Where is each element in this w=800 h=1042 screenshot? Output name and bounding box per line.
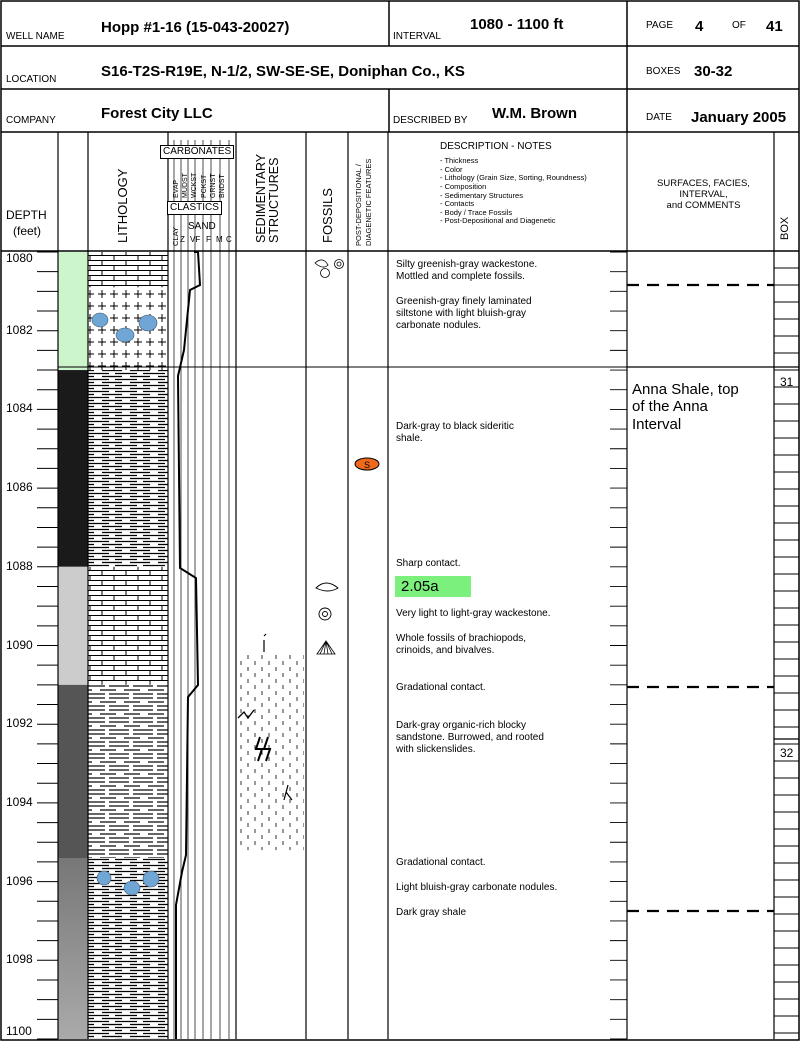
depth-label-1080: 1080 [6,251,33,265]
description-line: sandstone. Burrowed, and rooted [396,732,544,743]
carbonate-type-pckst: PCKST [200,174,208,198]
description-note-6: - Contacts [440,199,475,209]
carbonate-type-mudst: MUDST [182,173,190,198]
color-band-1 [58,252,88,370]
of-label: OF [732,20,746,31]
carbonate-nodule-5 [124,881,140,895]
description-entry-2 [396,296,621,332]
depth-label-1086: 1086 [6,480,33,495]
bioturbation-icon [264,634,266,652]
depth-label-1084: 1084 [6,401,33,416]
mottled-fossil-icon [315,260,328,267]
crinoid-icon-inner [323,612,328,617]
carbonate-type-bndst: BNDST [219,174,226,198]
sand-header: SAND [188,221,216,232]
carbonate-type-wckst: WCKST [191,172,199,198]
depth-header: DEPTH [6,208,47,222]
fossils-header: FOSSILS [320,188,335,243]
description-line: carbonate nodules. [396,320,482,331]
description-line: Very light to light-gray wackestone. [396,608,551,619]
bivalve-icon [316,583,338,591]
sample-tag: 2.05a [395,576,471,597]
box-number-31: 31 [780,375,794,389]
carbonate-type-grnst: GRNST [209,173,217,198]
description-entry-11 [396,907,621,919]
depth-label-1100: 1100 [6,1024,32,1038]
carbonate-nodule-2 [116,328,134,342]
description-entry-6 [396,633,621,657]
crinoid-icon [319,608,331,620]
sedimentary-structures-header: SEDIMENTARY STRUCTURES [254,154,282,243]
description-note-1: - Thickness [440,156,479,165]
description-line: Mottled and complete fossils. [396,271,525,282]
grain-size-f: F [206,235,211,244]
depth-label-1082: 1082 [6,322,33,337]
description-line: Silty greenish-gray wackestone. [396,259,538,270]
lithology-sandstone [88,685,168,858]
date-value: January 2005 [691,109,787,126]
lithology-shale [88,370,168,567]
well-name-label: WELL NAME [6,31,65,42]
description-entry-3 [396,421,621,445]
clastics-header: CLASTICS [167,201,222,215]
description-notes-list [440,157,587,226]
description-entry-7 [396,682,621,694]
depth-label-1094: 1094 [6,794,33,809]
crinoid-icon-top-inner [337,262,341,266]
comment-line-2: of the Anna [632,398,708,416]
carbonate-nodule-4 [97,871,111,885]
description-entry-1 [396,259,621,283]
crinoid-icon-top [335,260,344,269]
description-note-8: - Post-Depositional and Diagenetic [440,216,556,226]
color-band-5 [58,858,88,1039]
description-note-4: - Composition [440,181,487,191]
post-depositional-header-1: POST-DEPOSITIONAL / [354,164,363,246]
depth-label-1092: 1092 [6,716,33,731]
depth-label-1098: 1098 [6,952,33,967]
comment-line-3: Interval [632,415,682,433]
grain-size-z: Z [180,235,185,244]
well-name: Hopp #1-16 (15-043-20027) [101,19,290,36]
color-band-3 [58,567,88,685]
grain-size-c: C [226,235,232,244]
page-total: 41 [766,18,783,35]
interval-label: INTERVAL [393,31,441,42]
description-line: with slickenslides. [396,744,476,755]
description-line: siltstone with light bluish-gray [396,308,527,319]
depth-label-1096: 1096 [6,873,33,888]
surfaces-header-line-2: INTERVAL, [679,188,728,200]
color-band-2 [58,370,88,567]
company-label: COMPANY [6,115,56,126]
lithology-wackestone [88,567,168,685]
boxes-label: BOXES [646,66,681,77]
surfaces-header-line-3: and COMMENTS [666,199,741,211]
description-line: Greenish-gray finely laminated [396,296,532,307]
date-label: DATE [646,112,672,123]
description-line: shale. [396,433,423,444]
surfaces-header-line-1: SURFACES, FACIES, [657,178,750,189]
page-label: PAGE [646,20,674,31]
described-by-label: DESCRIBED BY [393,115,468,126]
company-value: Forest City LLC [101,105,213,122]
grain-size-m: M [216,235,223,244]
interval-value: 1080 - 1100 ft [470,16,564,33]
carbonate-nodule-3 [139,315,157,331]
description-note-7: - Body / Trace Fossils [440,207,513,217]
siderite-symbol-text: S [363,460,371,470]
description-line: Sharp contact. [396,558,461,569]
description-line: Dark-gray to black sideritic [396,421,514,432]
carbonate-nodule-1 [92,313,108,327]
lithology-header: LITHOLOGY [115,168,130,243]
description-note-3: - Lithology (Grain Size, Sorting, Roundness) [440,173,587,183]
box-number-32: 32 [780,746,794,760]
description-line: Whole fossils of brachiopods, [396,633,527,644]
surfaces-header [632,179,775,212]
carbonate-type-evap: EVAP [173,179,180,198]
gastropod-icon-top [321,269,330,278]
description-entry-9 [396,857,621,869]
post-depositional-header-2: DIAGENETIC FEATURES [364,158,373,246]
depth-unit: (feet) [13,224,42,238]
description-note-2: - Color [440,164,463,174]
boxes-value: 30-32 [694,63,733,80]
description-entry-10 [396,882,621,894]
brachiopod-icon [317,641,335,654]
grain-size-vf: VF [190,235,201,244]
location-label: LOCATION [6,74,57,85]
comments [632,381,774,433]
description-entry-5 [396,608,621,620]
description-line: Light bluish-gray carbonate nodules. [396,882,558,893]
description-header: DESCRIPTION - NOTES [440,141,552,152]
described-by-value: W.M. Brown [492,105,577,122]
carbonate-nodule-6 [143,871,159,887]
lithology-wackestone-top [88,252,168,287]
color-band-4 [58,685,88,858]
page-number: 4 [695,18,704,35]
description-entry-8 [396,720,621,756]
depth-label-1090: 1090 [6,637,33,652]
description-entry-4 [396,558,621,570]
comment-line-1: Anna Shale, top [632,381,739,398]
description-line: crinoids, and bivalves. [396,645,495,656]
description-line: Dark-gray organic-rich blocky [396,720,527,731]
clay-header: CLAY [171,226,180,246]
depth-label-1088: 1088 [6,558,33,573]
description-line: Gradational contact. [396,857,486,868]
box-header: BOX [779,216,791,240]
description-line: Dark gray shale [396,907,467,918]
location-value: S16-T2S-R19E, N-1/2, SW-SE-SE, Doniphan Co., KS [101,63,465,80]
description-line: Gradational contact. [396,682,486,693]
description-note-5: - Sedimentary Structures [440,190,523,200]
carbonates-header: CARBONATES [160,145,234,159]
